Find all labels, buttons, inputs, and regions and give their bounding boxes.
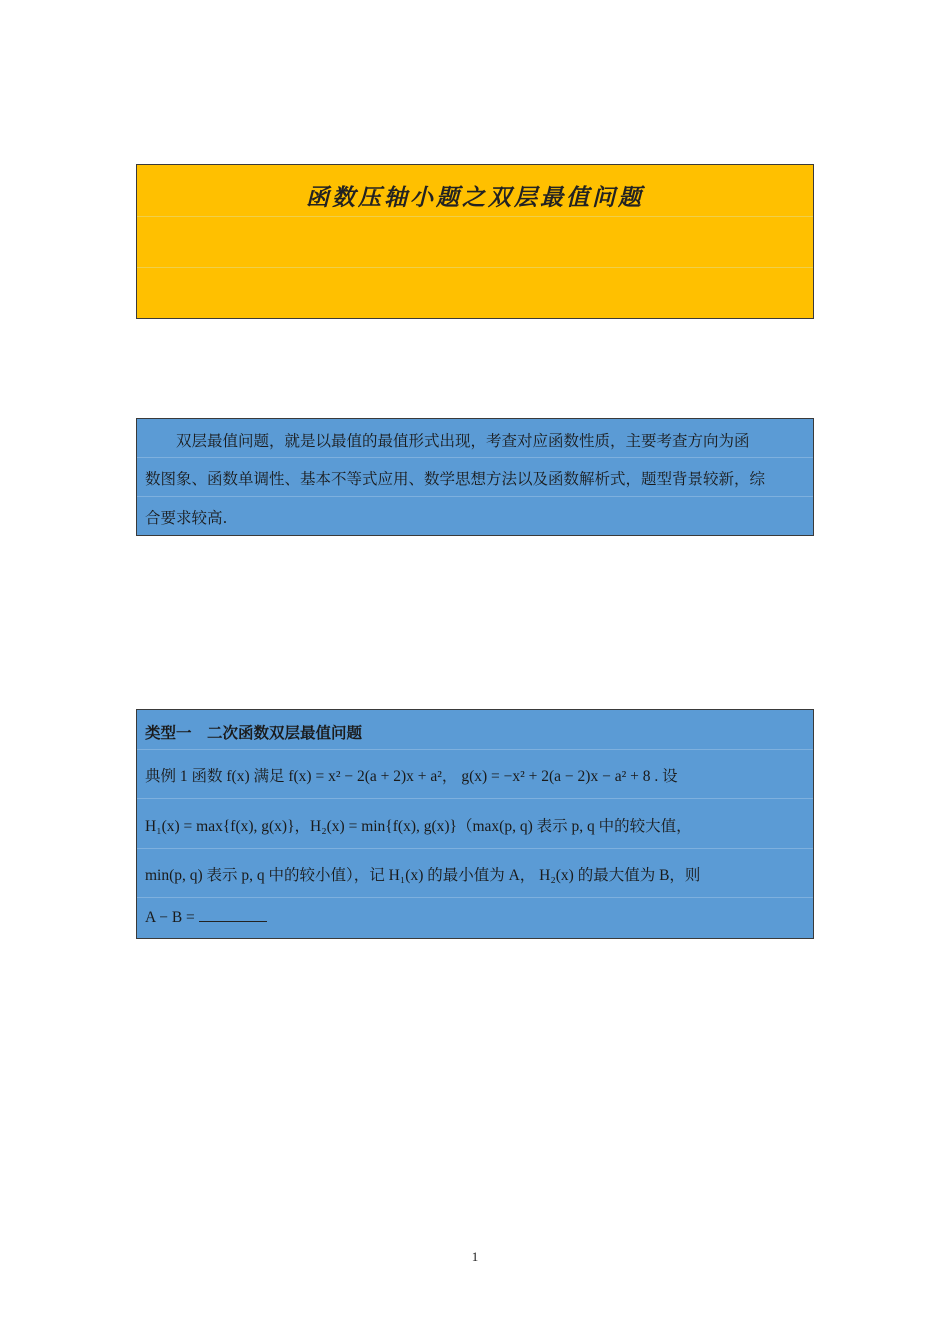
example-box [136,709,814,939]
example-divider [137,749,813,750]
intro-line: 双层最值问题，就是以最值的最值形式出现，考查对应函数性质，主要考查方向为函 [145,432,750,450]
title-banner [136,164,814,319]
intro-line: 数图象、函数单调性、基本不等式应用、数学思想方法以及函数解析式，题型背景较新，综 [145,470,766,488]
example-answer-line [145,907,807,927]
example-divider [137,897,813,898]
example-heading: 类型一 二次函数双层最值问题 [145,724,363,742]
page-title: 函数压轴小题之双层最值问题 [306,185,644,211]
intro-box [136,418,814,536]
banner-divider [137,216,813,217]
example-line: H₁(x) = max{f(x), g(x)}，H₂(x) = min{f(x), g(x)}（max(p, q) 表示 p, q 中的较大值， [145,818,692,835]
intro-divider [137,496,813,497]
intro-divider [137,457,813,458]
page-number: 1 [471,1249,479,1264]
answer-prompt: A − B = [145,909,195,926]
example-divider [137,848,813,849]
example-line: 典例 1 函数 f(x) 满足 f(x) = x² − 2(a + 2)x + a²， g(x) = −x² + 2(a − 2)x − a² + 8 . 设 [145,768,678,785]
example-line: min(p, q) 表示 p, q 中的较小值），记 H₁(x) 的最小值为 A， H₂(x) 的最大值为 B，则 [145,867,701,884]
answer-blank[interactable] [199,907,267,922]
banner-divider [137,267,813,268]
example-divider [137,798,813,799]
intro-line: 合要求较高. [145,509,228,527]
